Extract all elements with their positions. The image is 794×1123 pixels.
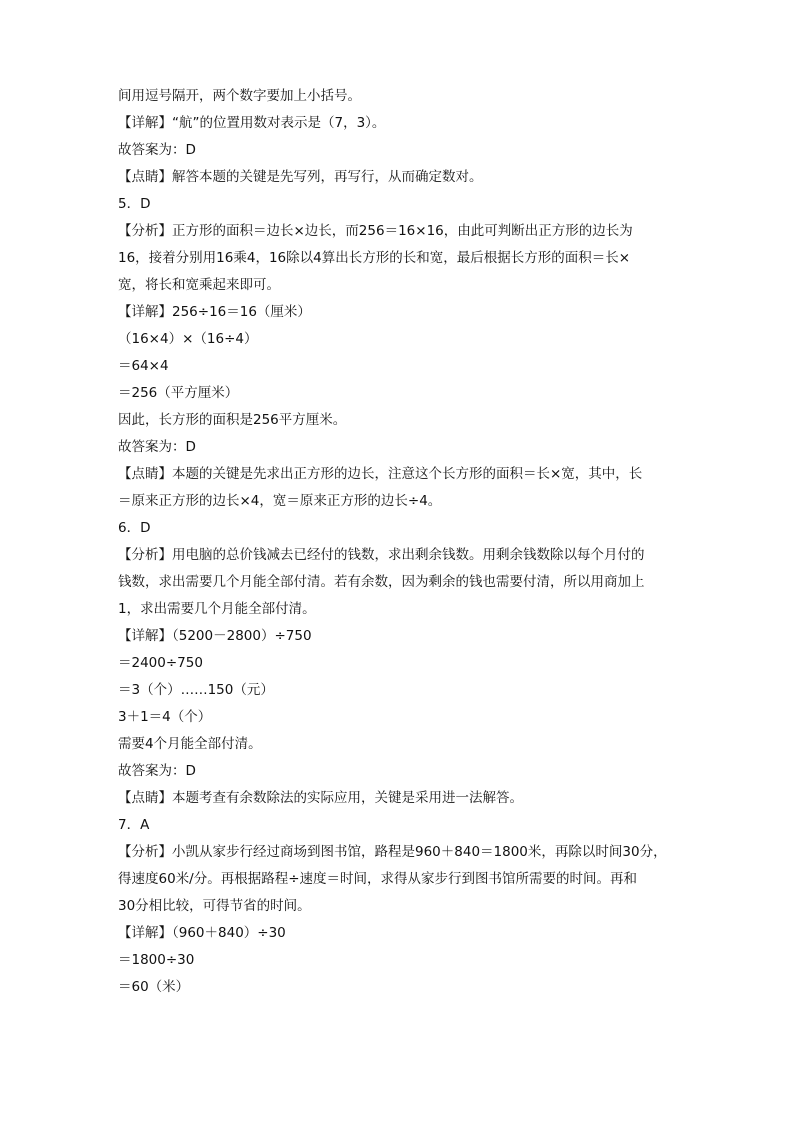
text-line: 【分析】小凯从家步行经过商场到图书馆，路程是960＋840＝1800米，再除以时间30分， [118,844,667,860]
text-line: 因此，长方形的面积是256平方厘米。 [118,412,347,428]
text-line: 需要4个月能全部付清。 [118,736,262,752]
text-line: 【详解】256÷16＝16（厘米） [118,304,311,320]
text-line: ＝3（个）……150（元） [118,682,274,698]
text-line: ＝60（米） [118,979,190,995]
text-line: 【详解】“航”的位置用数对表示是（7，3）。 [118,115,386,131]
question-number: 7．A [118,817,150,833]
text-line: 宽，将长和宽乘起来即可。 [118,277,280,293]
text-line: 故答案为：D [118,439,196,455]
text-line: 1，求出需要几个月能全部付清。 [118,601,316,617]
text-line: 得速度60米/分。再根据路程÷速度＝时间，求得从家步行到图书馆所需要的时间。再和 [118,871,638,887]
question-number: 5．D [118,196,151,212]
text-line: ＝256（平方厘米） [118,385,239,401]
text-line: 钱数，求出需要几个月能全部付清。若有余数，因为剩余的钱也需要付清，所以用商加上 [118,574,645,590]
question-number: 6．D [118,520,151,536]
text-line: 故答案为：D [118,142,196,158]
text-line: （16×4）×（16÷4） [118,331,258,347]
text-line: 【点睛】本题考查有余数除法的实际应用，关键是采用进一法解答。 [118,790,523,806]
text-line: 【分析】正方形的面积＝边长×边长，而256＝16×16，由此可判断出正方形的边长为 [118,223,633,239]
text-line: 间用逗号隔开，两个数字要加上小括号。 [118,88,361,104]
text-line: 16，接着分别用16乘4，16除以4算出长方形的长和宽，最后根据长方形的面积＝长× [118,250,631,266]
text-line: 【点睛】解答本题的关键是先写列，再写行，从而确定数对。 [118,169,483,185]
text-line: ＝64×4 [118,358,169,374]
text-line: ＝1800÷30 [118,952,195,968]
text-line: 故答案为：D [118,763,196,779]
text-line: 【点睛】本题的关键是先求出正方形的边长，注意这个长方形的面积＝长×宽，其中，长 [118,466,643,482]
text-line: 【详解】（5200－2800）÷750 [118,628,312,644]
text-line: 【分析】用电脑的总价钱减去已经付的钱数，求出剩余钱数。用剩余钱数除以每个月付的 [118,547,645,563]
text-line: 3＋1＝4（个） [118,709,212,725]
text-line: ＝原来正方形的边长×4，宽＝原来正方形的边长÷4。 [118,493,442,509]
text-line: 【详解】（960＋840）÷30 [118,925,286,941]
text-line: 30分相比较，可得节省的时间。 [118,898,311,914]
text-line: ＝2400÷750 [118,655,203,671]
